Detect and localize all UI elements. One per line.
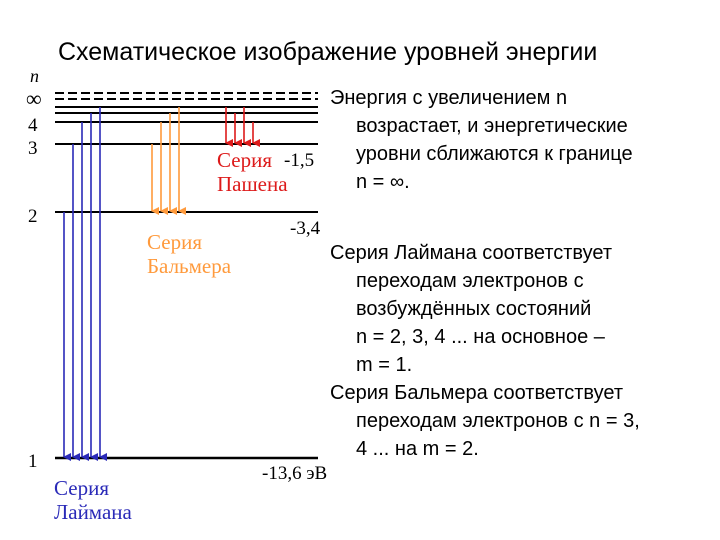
axis-label-n: n (30, 66, 39, 86)
text-line: m = 1. (356, 354, 413, 376)
text-line: Энергия с увеличением n (330, 87, 568, 109)
paschen-series-label (217, 148, 288, 196)
explanation-text-series (330, 239, 640, 463)
text-line: Серия Бальмера соответствует (330, 382, 623, 404)
energy-value-level-3: -1,5 (284, 150, 315, 171)
lyman-label-line1: Серия (54, 476, 109, 500)
energy-value-level-2: -3,4 (290, 218, 321, 239)
level-label-4: 4 (28, 115, 38, 136)
text-line: уровни сближаются к границе (356, 143, 633, 165)
text-line: переходам электронов с n = 3, (356, 410, 640, 432)
text-line: переходам электронов с (356, 270, 584, 292)
text-line: возбуждённых состояний (356, 298, 592, 320)
text-line: Серия Лаймана соответствует (330, 242, 612, 264)
paragraph-balmer (330, 379, 640, 463)
balmer-label-line1: Серия (147, 230, 202, 254)
text-line: n = ∞. (356, 171, 410, 193)
level-label-3: 3 (28, 138, 38, 159)
lyman-label-line2: Лаймана (54, 500, 132, 524)
text-line: 4 ... на m = 2. (356, 438, 479, 460)
level-label-1: 1 (28, 451, 38, 472)
energy-value-level-1: -13,6 эВ (262, 463, 328, 484)
slide-title: Схематическое изображение уровней энергии (58, 38, 598, 66)
balmer-label-line2: Бальмера (147, 254, 232, 278)
lyman-series-label (54, 476, 132, 524)
level-label-infinity: ∞ (26, 86, 42, 111)
explanation-text (330, 84, 633, 196)
paschen-label-line1: Серия (217, 148, 272, 172)
paragraph-energy-levels (330, 84, 633, 196)
balmer-series-label (147, 230, 231, 278)
paschen-label-line2: Пашена (217, 172, 288, 196)
text-line: возрастает, и энергетические (356, 115, 628, 137)
text-line: n = 2, 3, 4 ... на основное – (356, 326, 605, 348)
paragraph-lyman (330, 239, 640, 379)
level-label-2: 2 (28, 206, 38, 227)
